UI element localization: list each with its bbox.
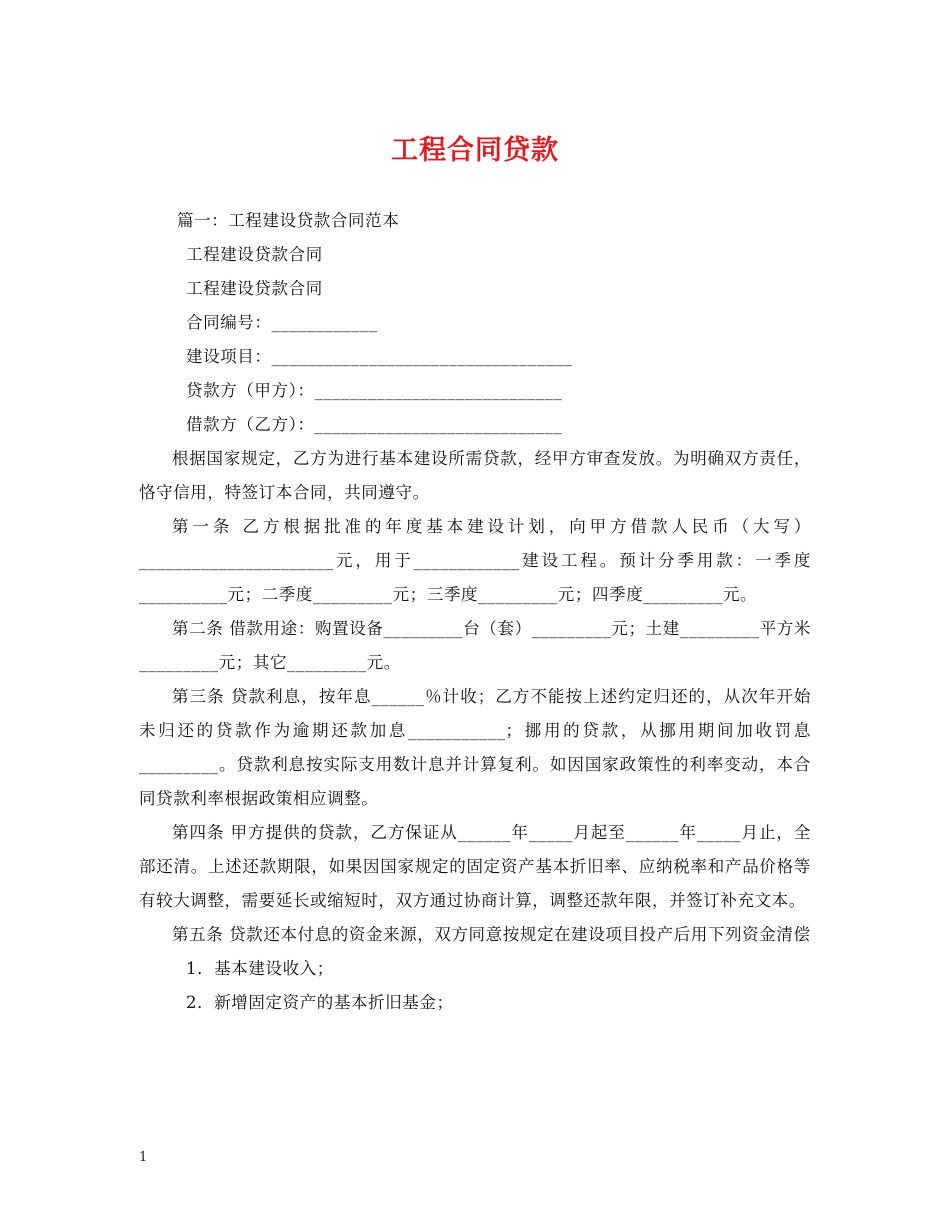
- document-title: 工程合同贷款: [391, 135, 559, 166]
- section-heading: 篇一：工程建设贷款合同范本: [177, 211, 400, 230]
- page-number: 1: [139, 1150, 148, 1165]
- document-body: [139, 204, 811, 1020]
- preamble-paragraph: 根据国家规定，乙方为进行基本建设所需贷款，经甲方审查发放。为明确双方责任，恪守信用，特签订本合同，共同遵守。: [139, 449, 811, 502]
- contract-number-field: 合同编号：____________: [186, 313, 378, 332]
- clause-1: 第一条 乙方根据批准的年度基本建设计划，向甲方借款人民币（大写）______________________元，用于____________建设工程。预计分季用款：一季度__________元；二季度_________元；三季度_________元；四季度_________元。: [139, 517, 811, 604]
- clause-5: 第五条 贷款还本付息的资金来源，双方同意按规定在建设项目投产后用下列资金清偿: [172, 925, 811, 944]
- clause-4: 第四条 甲方提供的贷款，乙方保证从______年_____月起至______年_____月止，全部还清。上述还款期限，如果因国家规定的固定资产基本折旧率、应纳税率和产品价格等有较大调整，需要延长或缩短时，双方通过协商计算，调整还款年限，并签订补充文本。: [139, 823, 811, 910]
- contract-title-line: 工程建设贷款合同: [186, 279, 323, 298]
- clause-3: 第三条 贷款利息，按年息______％计收；乙方不能按上述约定归还的，从次年开始未归还的贷款作为逾期还款加息___________；挪用的贷款，从挪用期间加收罚息_________。贷款利息按实际支用数计息并计算复利。如因国家政策性的利率变动，本合同贷款利率根据政策相应调整。: [139, 687, 811, 808]
- project-field: 建设项目：__________________________________: [186, 347, 573, 366]
- clause-2: 第二条 借款用途：购置设备_________台（套）_________元；土建_________平方米_________元；其它_________元。: [139, 619, 811, 672]
- lender-field: 贷款方（甲方）：____________________________: [186, 381, 563, 400]
- borrower-field: 借款方（乙方）：____________________________: [186, 415, 563, 434]
- contract-title-line: 工程建设贷款合同: [186, 245, 323, 264]
- list-item: 2．新增固定资产的基本折旧基金；: [186, 993, 454, 1012]
- list-item: 1．基本建设收入；: [186, 959, 334, 978]
